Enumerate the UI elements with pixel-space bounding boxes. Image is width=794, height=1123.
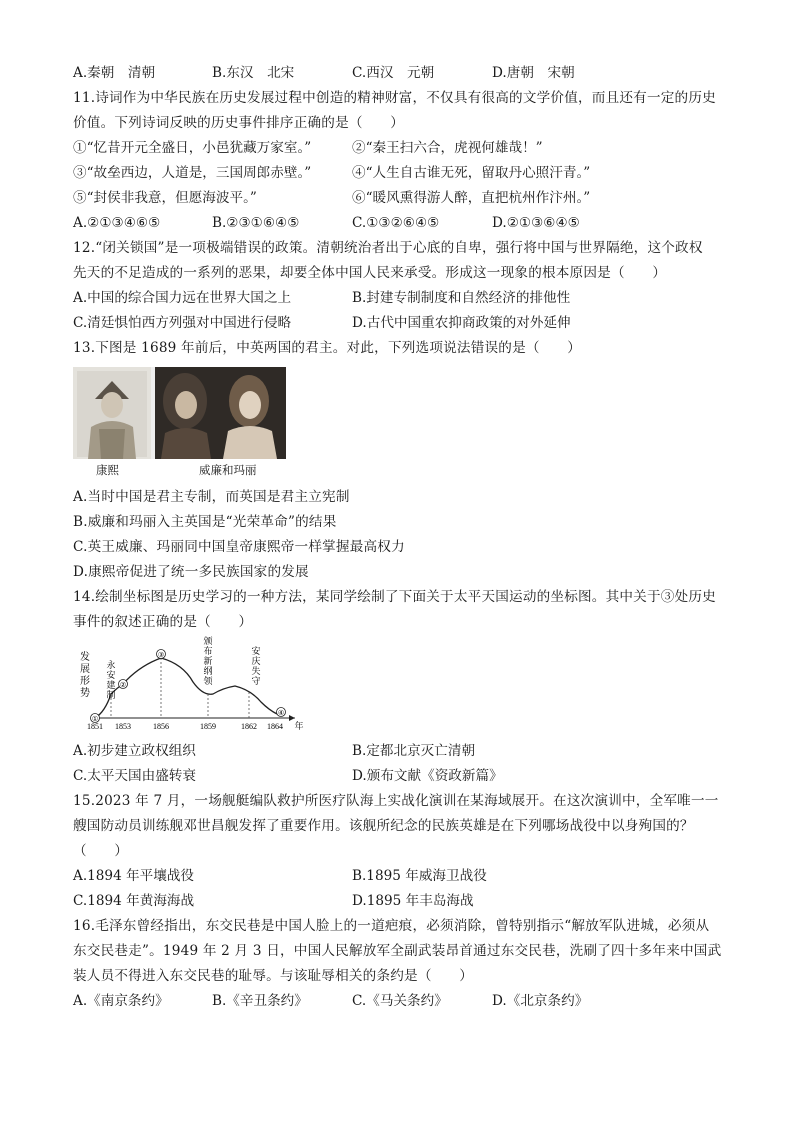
q15-option-c: C.1894 年黄海海战 <box>73 893 195 909</box>
timeline-svg <box>73 632 313 732</box>
q11-stem-line-2: 价值。下列诗词反映的历史事件排序正确的是（ ） <box>73 115 405 131</box>
q13-option-d: D.康熙帝促进了统一多民族国家的发展 <box>73 564 309 580</box>
label-banbu-char: 颁 <box>203 636 213 646</box>
q15-stem-line-3: （ ） <box>73 843 129 859</box>
label-yongan-char: 建 <box>106 680 116 690</box>
caption-kangxi: 康熙 <box>96 463 119 477</box>
q14-option-a: A.初步建立政权组织 <box>73 743 196 759</box>
x-tick-label: 1864 <box>267 722 283 731</box>
x-tick-label: 1856 <box>153 722 169 731</box>
point-label: ④ <box>277 709 285 717</box>
q10-option-c: C.西汉 元朝 <box>352 65 435 81</box>
q14-stem-line-1: 14.绘制坐标图是历史学习的一种方法，某同学绘制了下面关于太平天国运动的坐标图。其中关于③处历史 <box>73 589 716 605</box>
point-label: ③ <box>157 651 165 659</box>
q11-option-b: B.②③①⑥④⑤ <box>212 215 300 231</box>
q11-poem-2: ②“秦王扫六合，虎视何雄哉！” <box>352 140 543 156</box>
q11-poem-4: ④“人生自古谁无死，留取丹心照汗青。” <box>352 165 591 181</box>
q14-option-d: D.颁布文献《资政新篇》 <box>352 768 503 784</box>
q13-option-b: B.威廉和玛丽入主英国是“光荣革命”的结果 <box>73 514 337 530</box>
q12-stem-line-2: 先天的不足造成的一系列的恶果，却要全体中国人民来承受。形成这一现象的根本原因是（ ） <box>73 265 667 281</box>
label-yongan-char: 永 <box>106 660 116 670</box>
point-label: ② <box>119 681 127 689</box>
label-anqing-char: 守 <box>251 676 261 686</box>
q12-option-a: A.中国的综合国力远在世界大国之上 <box>73 290 292 306</box>
label-banbu-char: 领 <box>203 676 213 686</box>
q16-stem-line-2: 东交民巷走”。1949 年 2 月 3 日，中国人民解放军全副武装昂首通过东交民巷，洗刷了四十多年来中国武 <box>73 943 722 959</box>
q16-option-d: D.《北京条约》 <box>492 993 589 1009</box>
y-label-char: 发 <box>80 652 90 663</box>
q11-option-a: A.②①③④⑥⑤ <box>73 215 161 231</box>
y-label-char: 势 <box>80 688 90 699</box>
point-label: ① <box>91 715 99 723</box>
q16-option-c: C.《马关条约》 <box>352 993 448 1009</box>
q16-option-a: A.《南京条约》 <box>73 993 169 1009</box>
q14-option-b: B.定都北京灭亡清朝 <box>352 743 476 759</box>
q10-option-a: A.秦朝 清朝 <box>73 65 156 81</box>
caption-william-mary: 威廉和玛丽 <box>199 463 257 477</box>
label-anqing-char: 安 <box>251 646 261 656</box>
label-banbu-char: 纲 <box>203 666 213 676</box>
q15-option-b: B.1895 年威海卫战役 <box>352 868 487 884</box>
q15-stem-line-2: 艘国防动员训练舰邓世昌舰发挥了重要作用。该舰所纪念的民族英雄是在下列哪场战役中以身殉国的？ <box>73 818 694 834</box>
q12-stem-line-1: 12.“闭关锁国”是一项极端错误的政策。清朝统治者出于心底的自卑，强行将中国与世界隔绝，这个政权 <box>73 240 703 256</box>
y-label-char: 形 <box>80 676 90 687</box>
label-banbu-char: 布 <box>203 646 213 656</box>
q15-option-d: D.1895 年丰岛海战 <box>352 893 474 909</box>
q11-stem-line-1: 11.诗词作为中华民族在历史发展过程中创造的精神财富，不仅具有很高的文学价值，而且还有一定的历史 <box>73 90 716 106</box>
x-unit-label: 年 <box>294 721 304 731</box>
q16-stem-line-1: 16.毛泽东曾经指出，东交民巷是中国人脸上的一道疤痕，必须消除，曾特别指示“解放军队进城，必须从 <box>73 918 710 934</box>
y-label-char: 展 <box>80 664 90 675</box>
q13-option-a: A.当时中国是君主专制，而英国是君主立宪制 <box>73 489 350 505</box>
q11-option-d: D.②①③⑥④⑤ <box>492 215 580 231</box>
label-anqing-char: 庆 <box>251 656 261 666</box>
q14-option-c: C.太平天国由盛转衰 <box>73 768 196 784</box>
q12-option-d: D.古代中国重农抑商政策的对外延伸 <box>352 315 571 331</box>
x-tick-label: 1862 <box>241 722 257 731</box>
q12-option-c: C.清廷惧怕西方列强对中国进行侵略 <box>73 315 292 331</box>
taiping-timeline-diagram <box>73 632 313 732</box>
q12-option-b: B.封建专制制度和自然经济的排他性 <box>352 290 571 306</box>
q11-option-c: C.①③②⑥④⑤ <box>352 215 440 231</box>
q11-poem-6: ⑥“暖风熏得游人醉，直把杭州作汴州。” <box>352 190 591 206</box>
label-anqing-char: 失 <box>251 666 261 676</box>
x-tick-label: 1859 <box>200 722 216 731</box>
monarchs-photo-art <box>73 367 286 459</box>
label-yongan-char: 制 <box>106 690 116 700</box>
monarchs-photo <box>73 367 286 459</box>
label-yongan-char: 安 <box>106 670 116 680</box>
q13-stem: 13.下图是 1689 年前后，中英两国的君主。对此，下列选项说法错误的是（ ） <box>73 340 582 356</box>
q15-stem-line-1: 15.2023 年 7 月，一场舰艇编队救护所医疗队海上实战化演训在某海域展开。在这次演训中，全军唯一一 <box>73 793 719 809</box>
q13-option-c: C.英王威廉、玛丽同中国皇帝康熙帝一样掌握最高权力 <box>73 539 405 555</box>
q11-poem-5: ⑤“封侯非我意，但愿海波平。” <box>73 190 257 206</box>
q10-option-b: B.东汉 北宋 <box>212 65 295 81</box>
q16-stem-line-3: 装人员不得进入东交民巷的耻辱。与该耻辱相关的条约是（ ） <box>73 968 474 984</box>
q11-poem-1: ①“忆昔开元全盛日，小邑犹藏万家室。” <box>73 140 312 156</box>
q10-option-d: D.唐朝 宋朝 <box>492 65 575 81</box>
q14-stem-line-2: 事件的叙述正确的是（ ） <box>73 614 253 630</box>
q11-poem-3: ③“故垒西边，人道是，三国周郎赤壁。” <box>73 165 312 181</box>
label-banbu-char: 新 <box>203 656 213 666</box>
q16-option-b: B.《辛丑条约》 <box>212 993 308 1009</box>
x-tick-label: 1853 <box>115 722 131 731</box>
q15-option-a: A.1894 年平壤战役 <box>73 868 195 884</box>
x-tick-label: 1851 <box>87 722 103 731</box>
